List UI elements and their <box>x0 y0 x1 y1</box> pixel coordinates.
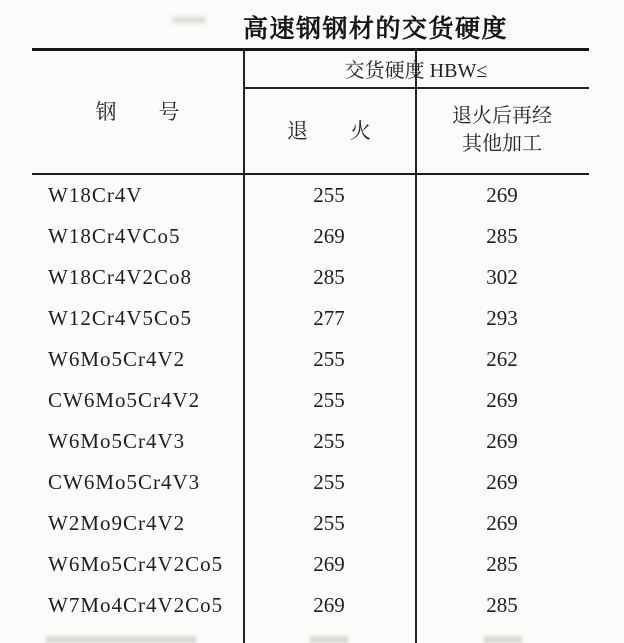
annealed-value-cell: 277 <box>313 306 345 330</box>
annealed-value-cell: 255 <box>313 388 345 412</box>
processed-value-cell: 285 <box>486 224 518 248</box>
steel-grade-cell: W6Mo5Cr4V3 <box>48 429 186 453</box>
processed-value-cell: 285 <box>486 552 518 576</box>
table-row <box>32 585 589 626</box>
steel-grade-cell: W2Mo9Cr4V2 <box>48 511 186 535</box>
header-delivery-hardness-group: 交货硬度 HBW≤ <box>344 59 488 82</box>
processed-value-cell: 262 <box>486 347 518 371</box>
processed-value-cell: 285 <box>486 593 518 617</box>
steel-grade-cell: CW6Mo5Cr4V3 <box>48 470 201 494</box>
header-annealed-then-processed-line1: 退火后再经 <box>452 105 552 127</box>
table-row <box>32 462 589 503</box>
steel-grade-cell: W7Mo4Cr4V2Co5 <box>48 593 224 617</box>
table-row <box>32 544 589 585</box>
steel-grade-cell: W6Mo5Cr4V2Co5 <box>48 552 224 576</box>
header-annealed: 退 火 <box>287 119 371 143</box>
processed-value-cell: 269 <box>486 183 518 207</box>
steel-grade-cell: CW6Mo5Cr4V2 <box>48 388 201 412</box>
processed-value-cell: 269 <box>486 388 518 412</box>
annealed-value-cell: 255 <box>313 347 345 371</box>
annealed-value-cell: 255 <box>313 429 345 453</box>
header-steel-grade: 钢 号 <box>95 100 180 124</box>
annealed-value-cell: 285 <box>313 265 345 289</box>
scan-artifact <box>172 17 206 23</box>
cutoff-row-ghost <box>484 636 522 643</box>
processed-value-cell: 269 <box>486 470 518 494</box>
annealed-value-cell: 269 <box>313 224 345 248</box>
steel-grade-cell: W18Cr4V <box>48 183 143 207</box>
header-annealed-then-processed <box>417 89 587 171</box>
annealed-value-cell: 255 <box>313 470 345 494</box>
processed-value-cell: 269 <box>486 511 518 535</box>
cutoff-row-ghost <box>310 636 348 643</box>
table-row <box>32 380 589 421</box>
annealed-value-cell: 269 <box>313 552 345 576</box>
table-title: 高速钢钢材的交货硬度 <box>243 15 509 43</box>
steel-grade-cell: W18Cr4VCo5 <box>48 224 181 248</box>
processed-value-cell: 293 <box>486 306 518 330</box>
table-row <box>32 503 589 544</box>
annealed-value-cell: 255 <box>313 511 345 535</box>
steel-grade-cell: W6Mo5Cr4V2 <box>48 347 186 371</box>
steel-grade-cell: W12Cr4V5Co5 <box>48 306 192 330</box>
table-row <box>32 339 589 380</box>
processed-value-cell: 269 <box>486 429 518 453</box>
table-row <box>32 216 589 257</box>
table-row <box>32 298 589 339</box>
table-row <box>32 257 589 298</box>
table-row <box>32 421 589 462</box>
steel-grade-cell: W18Cr4V2Co8 <box>48 265 192 289</box>
table-body <box>32 175 589 626</box>
table-row <box>32 175 589 216</box>
cutoff-row-ghost <box>46 636 196 643</box>
annealed-value-cell: 255 <box>313 183 345 207</box>
header-annealed-then-processed-line2: 其他加工 <box>462 133 542 155</box>
processed-value-cell: 302 <box>486 265 518 289</box>
annealed-value-cell: 269 <box>313 593 345 617</box>
